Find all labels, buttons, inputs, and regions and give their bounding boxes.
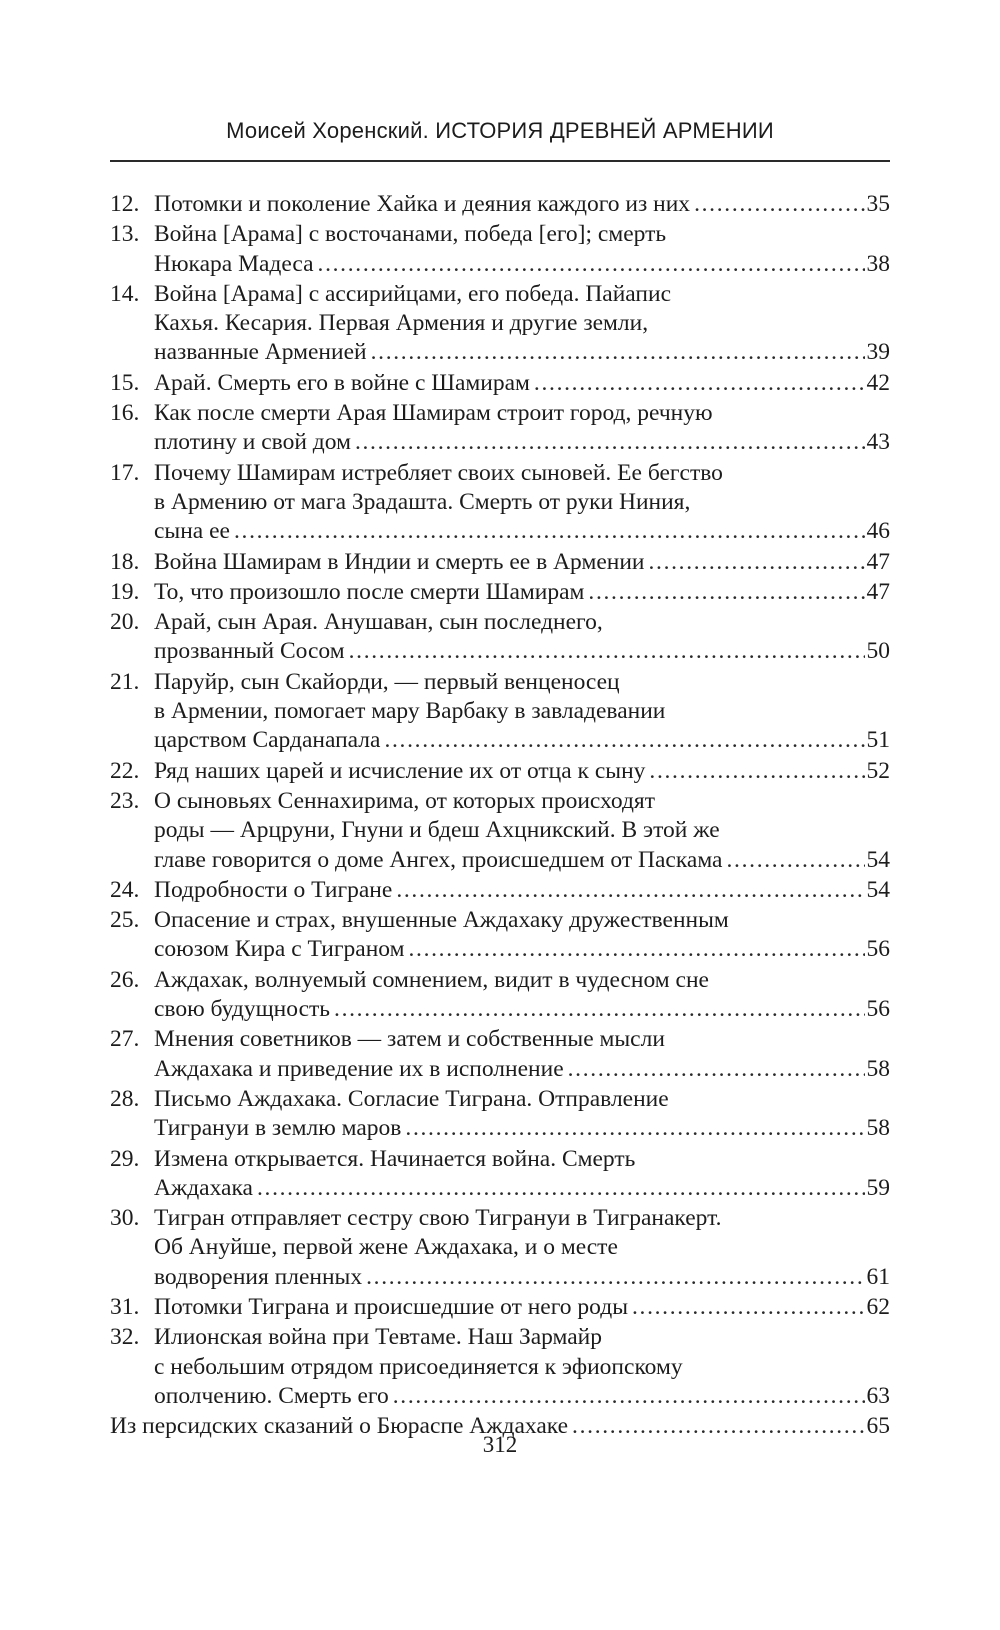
toc-entry-title-line: То, что произошло после смерти Шамирам — [154, 578, 585, 605]
toc-entry-page: 42 — [866, 369, 890, 396]
toc-entry-title-line: в Армении, помогает мару Варбаку в завладевании — [154, 698, 666, 725]
toc-entry-number: 17. — [110, 459, 140, 486]
toc-entry-title-line: Тигрануи в землю маров — [154, 1115, 402, 1142]
toc-entry-title-line: союзом Кира с Тиграном — [154, 936, 405, 963]
toc-entry-number: 20. — [110, 609, 140, 636]
toc-entry-title-line: прозванный Сосом — [154, 638, 345, 665]
toc-entry — [110, 1145, 890, 1204]
toc-entry — [110, 966, 890, 1025]
toc-entry — [110, 906, 890, 965]
toc-entry-number: 24. — [110, 876, 140, 903]
toc-entry-title-line: Об Ануйше, первой жене Аждахака, и о месте — [154, 1234, 618, 1261]
toc-entry — [110, 668, 890, 756]
toc-entry — [110, 280, 890, 368]
toc-entry-title-line: Тигран отправляет сестру свою Тигрануи в Тигранакерт. — [154, 1205, 722, 1232]
toc-entry-number: 31. — [110, 1293, 140, 1320]
toc-entry-title-line: Война Шамирам в Индии и смерть ее в Армении — [154, 548, 645, 575]
toc-entry — [110, 1293, 890, 1322]
toc-entry-number: 22. — [110, 757, 140, 784]
toc-entry-title-line: названные Арменией — [154, 339, 367, 366]
toc-entry-number: 27. — [110, 1026, 140, 1053]
table-of-contents — [110, 190, 890, 1442]
toc-entry-page: 51 — [866, 727, 890, 754]
toc-entry-page: 61 — [866, 1263, 890, 1290]
toc-entry-title-line: с небольшим отрядом присоединяется к эфиопскому — [154, 1353, 683, 1380]
dot-leader — [649, 757, 864, 786]
dot-leader — [234, 517, 865, 546]
toc-entry-page: 50 — [866, 638, 890, 665]
toc-entry-title-line: водворения пленных — [154, 1263, 363, 1290]
dot-leader — [588, 578, 864, 607]
dot-leader — [727, 846, 865, 875]
toc-entry — [110, 548, 890, 577]
dot-leader — [393, 1382, 865, 1411]
toc-entry-page: 65 — [866, 1413, 890, 1440]
toc-entry-title-line: ополчению. Смерть его — [154, 1382, 389, 1409]
toc-entry-last-line — [154, 846, 890, 875]
toc-entry-number: 25. — [110, 907, 140, 934]
dot-leader — [648, 548, 864, 577]
toc-entry-title-line: Илионская война при Тевтаме. Наш Зармайр — [154, 1324, 603, 1351]
toc-entry-page: 38 — [866, 250, 890, 277]
toc-entry-last-line — [154, 548, 890, 577]
toc-entry-page: 56 — [866, 936, 890, 963]
toc-entry-number: 28. — [110, 1085, 140, 1112]
dot-leader — [405, 1114, 864, 1143]
toc-entry-last-line — [154, 1382, 890, 1411]
toc-entry — [110, 220, 890, 279]
toc-entry-title-line: Как после смерти Арая Шамирам строит город, речную — [154, 400, 713, 427]
toc-entry-title-line: Потомки Тиграна и происшедшие от него роды — [154, 1293, 628, 1320]
toc-entry-number: 30. — [110, 1205, 140, 1232]
toc-entry-title-line: Из персидских сказаний о Бюраспе Аждахаке — [110, 1413, 569, 1440]
toc-entry-title-line: плотину и свой дом — [154, 429, 351, 456]
dot-leader — [694, 190, 864, 219]
toc-entry-page: 63 — [866, 1382, 890, 1409]
toc-entry-title-line: роды — Арцруни, Гнуни и бдеш Ахцникский. В этой же — [154, 817, 720, 844]
toc-entry-page: 58 — [866, 1055, 890, 1082]
toc-entry-title-line: Паруйр, сын Скайорди, — первый венценосец — [154, 668, 620, 695]
toc-entry-last-line — [154, 935, 890, 964]
toc-entry — [110, 787, 890, 875]
dot-leader — [384, 726, 864, 755]
toc-entry-number: 16. — [110, 400, 140, 427]
toc-entry-page: 35 — [866, 191, 890, 217]
toc-entry-title-line: Аждахака — [154, 1174, 253, 1201]
toc-entry — [110, 1204, 890, 1292]
dot-leader — [355, 428, 865, 457]
toc-entry-number: 23. — [110, 787, 140, 814]
toc-entry-number: 18. — [110, 548, 140, 575]
toc-entry — [110, 876, 890, 905]
toc-entry-last-line — [154, 726, 890, 755]
toc-entry-last-line — [154, 995, 890, 1024]
dot-leader — [318, 250, 865, 279]
toc-entry-number: 26. — [110, 966, 140, 993]
toc-entry-title-line: Аждахак, волнуемый сомнением, видит в чудесном сне — [154, 966, 709, 993]
toc-entry-title-line: Арай, сын Арая. Анушаван, сын последнего, — [154, 609, 603, 636]
toc-entry-page: 43 — [866, 429, 890, 456]
toc-entry — [110, 399, 890, 458]
toc-entry-last-line — [154, 1263, 890, 1292]
toc-entry — [110, 369, 890, 398]
toc-entry-title-line: Измена открывается. Начинается война. Смерть — [154, 1145, 636, 1172]
toc-entry-title-line: свою будущность — [154, 996, 331, 1023]
toc-entry-title-line: Война [Арама] с ассирийцами, его победа. Пайапис — [154, 280, 671, 307]
toc-entry-page: 52 — [866, 757, 890, 784]
toc-entry-number: 12. — [110, 191, 140, 217]
toc-entry-last-line — [154, 517, 890, 546]
toc-entry-title-line: Кахья. Кесария. Первая Армения и другие земли, — [154, 310, 649, 337]
toc-entry-title-line: Почему Шамирам истребляет своих сыновей. Ее бегство — [154, 459, 723, 486]
toc-entry-page: 58 — [866, 1115, 890, 1142]
toc-entry-last-line — [154, 428, 890, 457]
toc-entry — [110, 1323, 890, 1411]
toc-entry-number: 15. — [110, 369, 140, 396]
toc-entry-number: 13. — [110, 221, 140, 248]
dot-leader — [371, 338, 865, 367]
toc-entry-title-line: сына ее — [154, 518, 230, 545]
toc-entry-title-line: Нюкара Мадеса — [154, 250, 314, 277]
toc-entry-last-line — [154, 1293, 890, 1322]
toc-entry-number: 14. — [110, 280, 140, 307]
toc-entry-last-line — [154, 369, 890, 398]
toc-entry-page: 46 — [866, 518, 890, 545]
toc-entry — [110, 1025, 890, 1084]
toc-entry-last-line — [154, 1114, 890, 1143]
toc-entry-title-line: Мнения советников — затем и собственные мысли — [154, 1026, 665, 1053]
toc-entry-last-line — [154, 338, 890, 367]
header-rule — [110, 160, 890, 162]
dot-leader — [257, 1174, 865, 1203]
toc-entry-title-line: Подробности о Тигране — [154, 876, 393, 903]
toc-entry-page: 47 — [866, 548, 890, 575]
toc-entry-title-line: Аждахака и приведение их в исполнение — [154, 1055, 564, 1082]
toc-entry-last-line — [154, 578, 890, 607]
toc-entry — [110, 578, 890, 607]
dot-leader — [334, 995, 864, 1024]
toc-entry-last-line — [154, 757, 890, 786]
toc-entry — [110, 757, 890, 786]
toc-entry-last-line — [154, 190, 890, 219]
toc-entry-page: 47 — [866, 578, 890, 605]
toc-entry — [110, 190, 890, 219]
toc-entry-page: 56 — [866, 996, 890, 1023]
toc-entry-page: 54 — [866, 846, 890, 873]
toc-entry-title-line: главе говорится о доме Ангех, происшедшем от Паскама — [154, 846, 723, 873]
toc-entry-page: 54 — [866, 876, 890, 903]
toc-entry-title-line: Арай. Смерть его в войне с Шамирам — [154, 369, 530, 396]
toc-entry-last-line — [154, 637, 890, 666]
dot-leader — [632, 1293, 865, 1322]
dot-leader — [366, 1263, 864, 1292]
toc-entry-number: 19. — [110, 578, 140, 605]
toc-entry — [110, 608, 890, 667]
dot-leader — [568, 1055, 865, 1084]
running-header: Моисей Хоренский. ИСТОРИЯ ДРЕВНЕЙ АРМЕНИИ — [226, 118, 774, 143]
dot-leader — [349, 637, 865, 666]
toc-entry-page: 39 — [866, 339, 890, 366]
toc-entry-title-line: О сыновьях Сеннахирима, от которых происходят — [154, 787, 656, 814]
toc-entry-page: 59 — [866, 1174, 890, 1201]
toc-entry-number: 21. — [110, 668, 140, 695]
dot-leader — [396, 876, 864, 905]
toc-entry-last-line — [154, 1055, 890, 1084]
toc-entry-number: 29. — [110, 1145, 140, 1172]
dot-leader — [534, 369, 865, 398]
dot-leader — [408, 935, 864, 964]
toc-entry-title-line: Письмо Аждахака. Согласие Тиграна. Отправление — [154, 1085, 669, 1112]
toc-entry-last-line — [154, 250, 890, 279]
toc-entry — [110, 1085, 890, 1144]
toc-entry-title-line: Потомки и поколение Хайка и деяния каждого из них — [154, 191, 691, 217]
toc-entry-last-line — [154, 876, 890, 905]
page-number: 312 — [482, 1432, 518, 1457]
toc-entry-title-line: Опасение и страх, внушенные Аждахаку дружественным — [154, 907, 729, 934]
toc-entry — [110, 459, 890, 547]
toc-entry-title-line: Война [Арама] с восточанами, победа [его]; смерть — [154, 221, 667, 248]
toc-entry-last-line — [154, 1174, 890, 1203]
toc-entry-title-line: в Армению от мага Зрадашта. Смерть от руки Ниния, — [154, 488, 691, 515]
toc-entry-title-line: царством Сарданапала — [154, 727, 381, 754]
toc-entry-title-line: Ряд наших царей и исчисление их от отца к сыну — [154, 757, 646, 784]
toc-entry-number: 32. — [110, 1324, 140, 1351]
toc-entry-page: 62 — [866, 1293, 890, 1320]
